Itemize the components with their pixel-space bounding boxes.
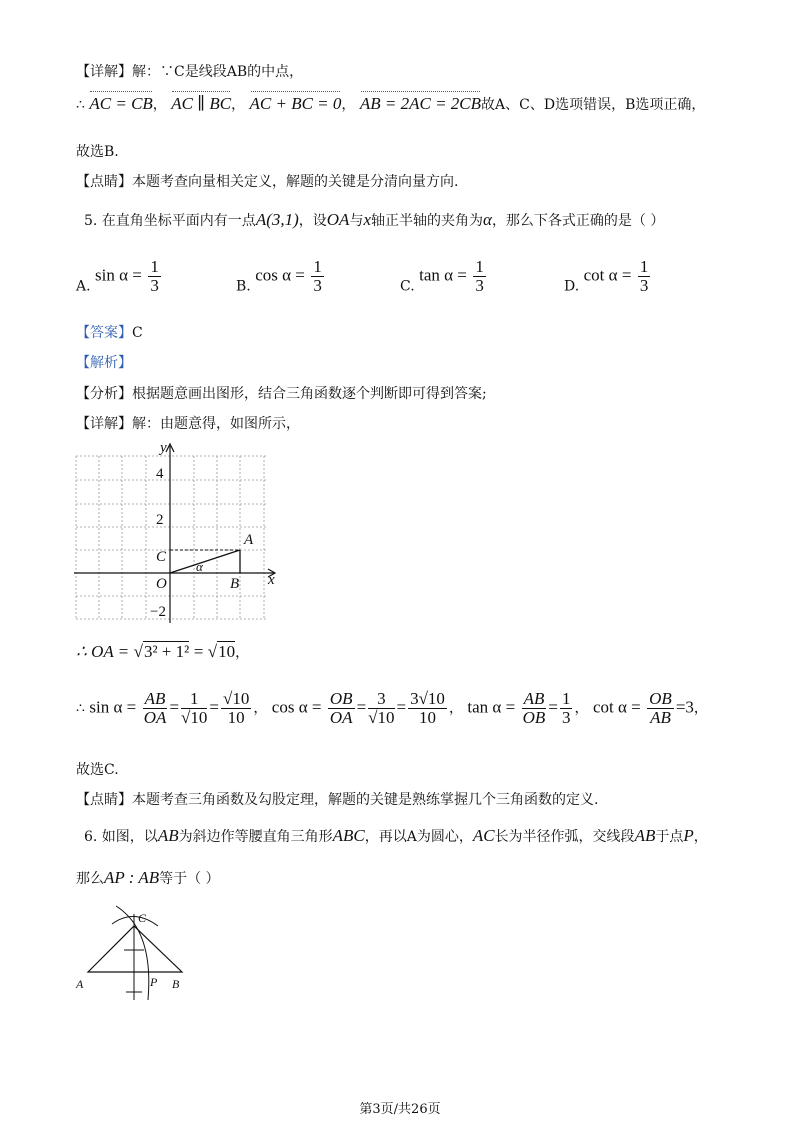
point-a: A(3,1) <box>255 210 299 229</box>
oa-calc-line <box>76 642 249 663</box>
fig-label-a: A <box>76 977 84 991</box>
detail-text: 解：由题意得，如图所示， <box>132 416 300 432</box>
stem-text: 6. 如图，以 <box>84 829 158 845</box>
stem-text: 长为半径作弧，交线段 <box>494 829 635 845</box>
frac: $\frac{1}{√10}$ <box>181 689 208 727</box>
frac: $\frac{3√10}{10}$ <box>410 689 445 727</box>
frac: $\frac{1}{3}$ <box>561 689 571 727</box>
fig-label-p: P <box>150 975 158 989</box>
triangle-abc-shape <box>88 926 182 972</box>
segment-ab: AB <box>157 826 179 845</box>
sin-lhs: sin α = <box>89 697 137 717</box>
q4-detail-line <box>76 62 303 82</box>
q5-detail-line <box>76 414 300 434</box>
answer-value: C <box>132 325 143 341</box>
comma: ， <box>448 700 463 717</box>
option-fraction: $\frac{1}{3}$ <box>150 257 159 295</box>
radicand-2: 10 <box>218 642 236 661</box>
q4-vector-line <box>76 94 705 115</box>
analysis-line <box>76 384 487 404</box>
q5-comment-line <box>76 790 598 810</box>
option-c[interactable] <box>400 258 488 295</box>
q6-stem-line2 <box>76 868 220 889</box>
q5-choose: 故选C. <box>76 762 119 778</box>
segment-ac: AC <box>472 826 495 845</box>
stem-text: ，那么下各式正确的是（ ） <box>491 213 665 229</box>
option-fn: tan α = <box>419 265 467 285</box>
comma: ， <box>235 645 250 661</box>
comment-tag: 【点睛】 <box>76 174 132 190</box>
triangle-figure <box>72 900 192 1004</box>
comment-text: 本题考查向量相关定义，解题的关键是分清向量方向. <box>132 174 459 190</box>
stem-text: 那么 <box>76 871 104 887</box>
stem-text: 等于（ ） <box>159 871 220 887</box>
stem-text: ， <box>693 829 708 845</box>
x-symbol: x <box>363 210 371 229</box>
equals: = <box>193 642 204 661</box>
comma: ， <box>253 700 268 717</box>
option-d[interactable] <box>564 258 652 295</box>
alpha-symbol: α <box>483 210 492 229</box>
answer-line <box>76 323 143 343</box>
equals: = <box>548 697 558 717</box>
frac: $\frac{AB}{OA}$ <box>143 689 167 727</box>
vector-eq-2: AC ∥ BC <box>171 94 232 113</box>
fig-label-b: B <box>172 977 180 991</box>
frac: $\frac{3}{√10}$ <box>368 689 395 727</box>
vector-eq-1: AC = CB <box>89 94 153 113</box>
analysis-tag: 【解析】 <box>76 355 132 371</box>
frac: $\frac{√10}{10}$ <box>222 689 250 727</box>
analysis-label: 【分析】 <box>76 386 132 402</box>
point-c-label: C <box>156 549 167 565</box>
point-o-label: O <box>156 576 167 592</box>
equals: = <box>209 697 219 717</box>
sep: ， <box>341 97 356 113</box>
option-label: D. <box>564 278 580 295</box>
grid <box>76 456 266 619</box>
frac: $\frac{OB}{AB}$ <box>649 689 672 727</box>
frac: $\frac{OB}{OA}$ <box>329 689 353 727</box>
sep: ， <box>152 97 167 113</box>
page-footer: 第3页/共26页 <box>359 1102 441 1117</box>
point-b-label: B <box>230 576 240 592</box>
triangle-abc: ABC <box>332 826 365 845</box>
equals: = <box>675 697 686 717</box>
equals: = <box>169 697 180 717</box>
tick-2: 2 <box>156 512 164 528</box>
fig-label-c: C <box>138 911 147 925</box>
stem-text: 与 <box>349 213 364 229</box>
option-label: C. <box>400 278 415 295</box>
detail-text: 解：∵C是线段AB的中点， <box>132 64 304 80</box>
radicand-1: 3² + 1² <box>143 642 190 661</box>
comment-text: 本题考查三角函数及勾股定理，解题的关键是熟练掌握几个三角函数的定义. <box>132 792 599 808</box>
analysis-text: 根据题意画出图形，结合三角函数逐个判断即可得到答案; <box>132 386 487 402</box>
cot-value: 3 <box>685 697 694 717</box>
tick-4: 4 <box>156 466 164 482</box>
coordinate-graph <box>72 438 282 624</box>
radical-2: √10 <box>207 642 236 661</box>
sep: ， <box>231 97 246 113</box>
point-p: P <box>683 826 694 845</box>
q6-stem-line1 <box>84 826 708 847</box>
option-fraction: $\frac{1}{3}$ <box>639 257 649 295</box>
option-fraction: $\frac{1}{3}$ <box>475 257 484 295</box>
detail-tag: 【详解】 <box>76 64 132 80</box>
frac: $\frac{AB}{OB}$ <box>522 689 546 727</box>
option-fn: cos α = <box>255 265 305 285</box>
comment-tag: 【点睛】 <box>76 792 132 808</box>
x-label: x <box>268 572 275 588</box>
oa-lhs: ∴ OA = <box>76 642 130 661</box>
option-label: A. <box>76 278 91 295</box>
vector-eq-3: AC + BC = 0 <box>249 94 342 113</box>
option-fn: sin α = <box>95 265 142 285</box>
comma: ， <box>693 700 708 717</box>
answer-tag: 【答案】 <box>76 325 132 341</box>
angle-label: α <box>196 559 203 574</box>
stem-text: 5. 在直角坐标平面内有一点 <box>84 213 256 229</box>
stem-text: 轴正半轴的夹角为 <box>371 213 483 229</box>
point-a-label: A <box>244 532 254 548</box>
equals: = <box>356 697 367 717</box>
equals: = <box>396 697 407 717</box>
cot-lhs: cot α = <box>592 697 641 717</box>
option-fn: cot α = <box>583 265 632 285</box>
stem-text: ，再以A为圆心， <box>364 829 473 845</box>
option-label: B. <box>236 278 251 295</box>
option-a[interactable] <box>76 258 163 295</box>
y-label: y <box>160 440 167 456</box>
q4-comment-line <box>76 172 458 192</box>
therefore-sign: ∴ <box>76 700 85 717</box>
segment-oa: OA <box>326 210 350 229</box>
segment-oa-line <box>170 550 240 573</box>
therefore-sign: ∴ <box>76 97 85 113</box>
radical-1: √3² + 1² <box>133 642 190 661</box>
q5-stem <box>84 210 664 231</box>
comma: ， <box>574 700 589 717</box>
tick-neg2: −2 <box>150 604 166 620</box>
tan-lhs: tan α = <box>467 697 516 717</box>
stem-text: 为斜边作等腰直角三角形 <box>178 829 333 845</box>
q4-conclusion: 故A、C、D选项错误，B选项正确， <box>481 97 706 113</box>
detail-tag: 【详解】 <box>76 416 132 432</box>
segment-ab: AB <box>634 826 656 845</box>
vector-eq-4: AB = 2AC = 2CB <box>359 94 482 113</box>
option-fraction: $\frac{1}{3}$ <box>313 257 322 295</box>
stem-text: ，设 <box>298 213 327 229</box>
stem-text: 于点 <box>655 829 684 845</box>
trig-calc-line <box>76 690 708 727</box>
q4-choose: 故选B. <box>76 144 119 160</box>
cos-lhs: cos α = <box>271 697 322 717</box>
ratio: AP : AB <box>104 868 160 887</box>
option-b[interactable] <box>236 258 326 295</box>
